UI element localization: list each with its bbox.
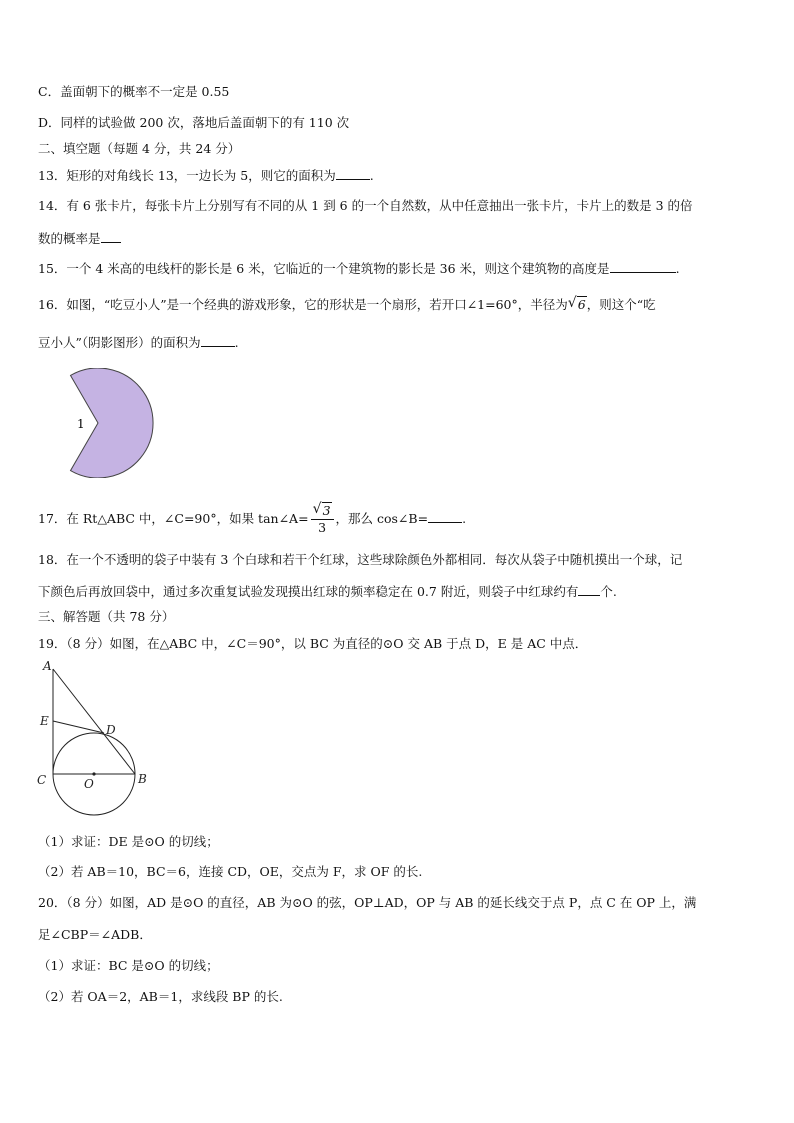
q18-text: 下颜色后再放回袋中，通过多次重复试验发现摸出红球的频率稳定在 0.7 附近，则袋子中红球约有 [38, 584, 579, 599]
question-17 [38, 503, 466, 536]
section-answers: 三、解答题（共 78 分） [38, 609, 175, 624]
q18-end: 个. [600, 584, 617, 599]
answer-blank [610, 260, 676, 273]
question-15 [38, 260, 680, 277]
q15-end: . [675, 261, 680, 276]
q16-end: . [234, 335, 239, 350]
q20-part1: （1）求证：BC 是⊙O 的切线； [38, 958, 219, 973]
label-c: C [37, 773, 47, 787]
question-14-line1: 14．有 6 张卡片，每张卡片上分别写有不同的从 1 到 6 的一个自然数，从中任意抽出一张卡片，卡片上的数是 3 的倍 [38, 198, 693, 213]
pacman-figure [44, 368, 156, 478]
q13-end: . [369, 168, 374, 183]
section-fill-blank: 二、填空题（每题 4 分，共 24 分） [38, 141, 241, 156]
label-a: A [43, 659, 52, 673]
q16-text: 16．如图，“吃豆小人”是一个经典的游戏形象，它的形状是一个扇形，若开口∠1=60°，半径为 [38, 297, 568, 312]
option-d: D．同样的试验做 200 次，落地后盖面朝下的有 110 次 [38, 115, 350, 130]
question-18-line2 [38, 583, 617, 600]
q16-text-2: 豆小人”（阴影图形）的面积为 [38, 335, 201, 350]
answer-blank [428, 510, 462, 523]
question-16-line2 [38, 334, 239, 351]
fraction-sqrt3-over-3: √ 3 3 [311, 503, 334, 536]
q20-part2: （2）若 OA＝2，AB＝1，求线段 BP 的长. [38, 989, 283, 1004]
question-16-line1 [38, 297, 656, 313]
figure-19 [34, 655, 154, 825]
answer-blank [578, 583, 600, 596]
q19-part1: （1）求证：DE 是⊙O 的切线； [38, 834, 219, 849]
sqrt-radius: √ 6 [567, 295, 586, 312]
q14-text: 数的概率是 [38, 231, 101, 246]
question-13 [38, 167, 374, 184]
answer-blank [101, 230, 121, 243]
question-14-line2 [38, 230, 121, 247]
q13-text: 13．矩形的对角线长 13，一边长为 5，则它的面积为 [38, 168, 336, 183]
angle-1-label: 1 [77, 417, 85, 431]
q19-part2: （2）若 AB＝10，BC＝6，连接 CD，OE，交点为 F，求 OF 的长. [38, 864, 423, 879]
q17-end: . [462, 511, 467, 526]
center-o-point [92, 772, 95, 775]
segment-ed [53, 721, 104, 733]
option-c: C．盖面朝下的概率不一定是 0.55 [38, 84, 230, 99]
label-d: D [106, 723, 116, 737]
label-o: O [84, 777, 94, 791]
q17-text-cont: ，那么 cos∠B= [335, 511, 429, 526]
label-e: E [40, 714, 49, 728]
q17-text: 17．在 Rt△ABC 中，∠C=90°，如果 tan∠A= [38, 511, 309, 526]
answer-blank [201, 334, 235, 347]
segment-ab [53, 669, 135, 774]
q15-text: 15．一个 4 米高的电线杆的影长是 6 米，它临近的一个建筑物的影长是 36 米，则这个建筑物的高度是 [38, 261, 610, 276]
label-b: B [138, 772, 147, 786]
q16-text-cont: ，则这个“吃 [586, 297, 656, 312]
question-18-line1: 18．在一个不透明的袋子中装有 3 个白球和若干个红球，这些球除颜色外都相同．每次从袋子中随机摸出一个球，记 [38, 552, 683, 567]
question-20-line1: 20．（8 分）如图，AD 是⊙O 的直径，AB 为⊙O 的弦，OP⊥AD，OP 与 AB 的延长线交于点 P，点 C 在 OP 上，满 [38, 895, 697, 910]
answer-blank [336, 167, 370, 180]
question-20-line2: 足∠CBP＝∠ADB． [38, 927, 152, 942]
question-19: 19．（8 分）如图，在△ABC 中，∠C＝90°，以 BC 为直径的⊙O 交 AB 于点 D，E 是 AC 中点． [38, 636, 588, 651]
